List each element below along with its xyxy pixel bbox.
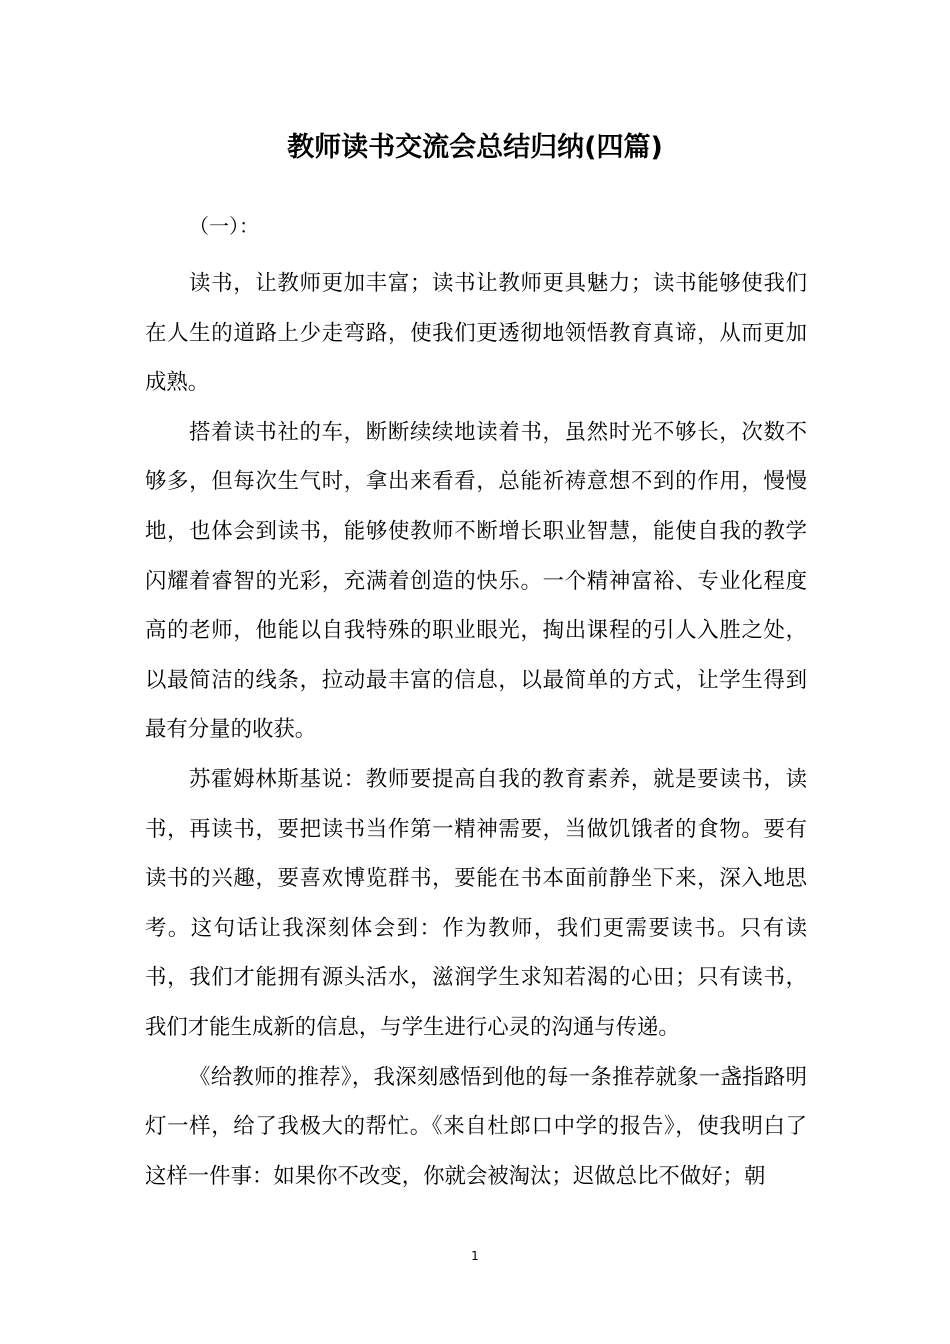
document-body (145, 210, 807, 1201)
paragraph-1: 读书，让教师更加丰富；读书让教师更具魅力；读书能够使我们在人生的道路上少走弯路，使我们更透彻地领悟教育真谛，从而更加成熟。 (145, 271, 807, 396)
section-label: （一）： (189, 214, 259, 238)
paragraph-3: 苏霍姆林斯基说：教师要提高自我的教育素养，就是要读书，读书，再读书，要把读书当作第一精神需要，当做饥饿者的食物。要有读书的兴趣，要喜欢博览群书，要能在书本面前静坐下来，深入地思考。这句话让我深刻体会到：作为教师，我们更需要读书。只有读书，我们才能拥有源头活水，滋润学生求知若渴的心田；只有读书，我们才能生成新的信息，与学生进行心灵的沟通与传递。 (145, 766, 807, 1040)
page-number: 1 (471, 1249, 479, 1263)
paragraph-4: 《给教师的推荐》，我深刻感悟到他的每一条推荐就象一盏指路明灯一样，给了我极大的帮忙。《来自杜郎口中学的报告》，使我明白了这样一件事：如果你不改变，你就会被淘汰；迟做总比不做好；朝 (145, 1064, 807, 1189)
paragraph-2: 搭着读书社的车，断断续续地读着书，虽然时光不够长，次数不够多，但每次生气时，拿出来看看，总能祈祷意想不到的作用，慢慢地，也体会到读书，能够使教师不断增长职业智慧，能使自我的教学闪耀着睿智的光彩，充满着创造的快乐。一个精神富裕、专业化程度高的老师，他能以自我特殊的职业眼光，掏出课程的引人入胜之处，以最简洁的线条，拉动最丰富的信息，以最简单的方式，让学生得到最有分量的收获。 (145, 419, 807, 743)
document-title: 教师读书交流会总结归纳(四篇) (287, 132, 663, 163)
